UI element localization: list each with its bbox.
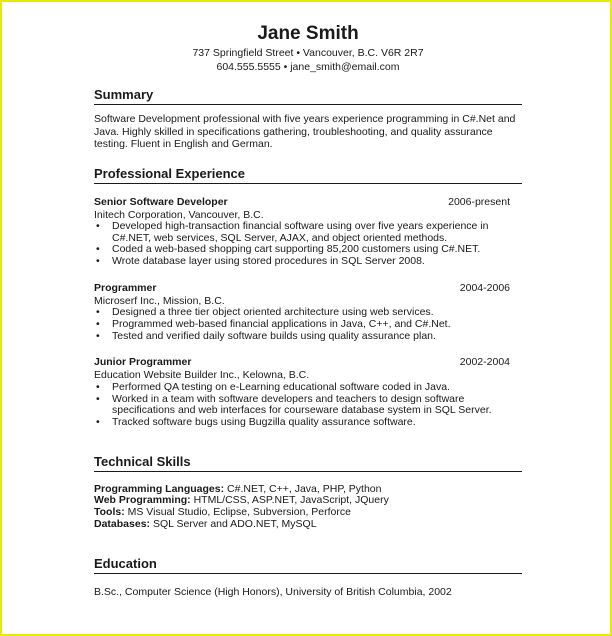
list-item: • Performed QA testing on e-Learning educational software coded in Java. bbox=[94, 382, 522, 394]
job-entry bbox=[94, 356, 522, 428]
skill-label: Tools: bbox=[94, 506, 125, 519]
job-company: Microserf Inc., Mission, B.C. bbox=[94, 294, 225, 307]
list-item: • Programmed web-based financial applications in Java, C++, and C#.Net. bbox=[94, 319, 522, 331]
skill-line bbox=[94, 519, 522, 531]
skill-value: MS Visual Studio, Eclipse, Subversion, Perforce bbox=[124, 506, 351, 519]
summary-heading: Summary bbox=[94, 86, 522, 105]
job-title: Programmer bbox=[94, 281, 157, 294]
education-heading: Education bbox=[94, 555, 522, 574]
job-company: Education Website Builder Inc., Kelowna, B.C. bbox=[94, 369, 310, 382]
skills-section bbox=[94, 453, 522, 531]
job-entry bbox=[94, 196, 522, 268]
list-item: • Tested and verified daily software builds using quality assurance plan. bbox=[94, 331, 522, 343]
summary-section bbox=[94, 86, 522, 151]
job-date: 2006-present bbox=[448, 195, 510, 208]
job-date: 2004-2006 bbox=[459, 281, 510, 294]
resume-page bbox=[94, 22, 522, 598]
skill-label: Web Programming: bbox=[94, 494, 191, 507]
list-item: • Worked in a team with software developers and teachers to design software specifications and web interfaces for courseware database system in SQL Server. bbox=[94, 394, 522, 417]
job-bullets bbox=[94, 221, 522, 268]
contact-address: 737 Springfield Street • Vancouver, B.C. V6R 2R7 bbox=[192, 47, 424, 59]
job-bullets bbox=[94, 307, 522, 342]
resume-name: Jane Smith bbox=[257, 23, 359, 44]
skill-value: C#.NET, C++, Java, PHP, Python bbox=[224, 482, 382, 495]
list-item: • Coded a web-based shopping cart supporting 85,200 customers using C#.NET. bbox=[94, 244, 522, 256]
skill-value: SQL Server and ADO.NET, MySQL bbox=[150, 517, 317, 530]
list-item: • Designed a three tier object oriented architecture using web services. bbox=[94, 307, 522, 319]
job-title: Junior Programmer bbox=[94, 356, 192, 369]
list-item: • Tracked software bugs using Bugzilla quality assurance software. bbox=[94, 417, 522, 429]
skill-value: HTML/CSS, ASP.NET, JavaScript, JQuery bbox=[190, 494, 389, 507]
job-title: Senior Software Developer bbox=[94, 195, 228, 208]
list-item: • Wrote database layer using stored procedures in SQL Server 2008. bbox=[94, 256, 522, 268]
contact-phone-email: 604.555.5555 • jane_smith@email.com bbox=[216, 61, 400, 73]
list-item: • Developed high-transaction financial software using over five years experience in C#.NET, web services, SQL Server, AJAX, and object oriented methods. bbox=[94, 221, 522, 244]
experience-heading: Professional Experience bbox=[94, 165, 522, 184]
skill-label: Databases: bbox=[94, 517, 151, 530]
job-date: 2002-2004 bbox=[459, 356, 510, 369]
skill-label: Programming Languages: bbox=[94, 482, 225, 495]
summary-text: Software Development professional with five years experience programming in C#.Net and Java. Highly skilled in specifications gathering, troubleshooting, and quality assurance testing. Fluent in English and German. bbox=[94, 113, 516, 150]
job-company: Initech Corporation, Vancouver, B.C. bbox=[94, 208, 264, 221]
education-section bbox=[94, 555, 522, 599]
job-bullets bbox=[94, 382, 522, 429]
education-text: B.Sc., Computer Science (High Honors), University of British Columbia, 2002 bbox=[94, 585, 452, 598]
experience-section bbox=[94, 165, 522, 429]
skills-heading: Technical Skills bbox=[94, 453, 522, 472]
job-entry bbox=[94, 282, 522, 343]
